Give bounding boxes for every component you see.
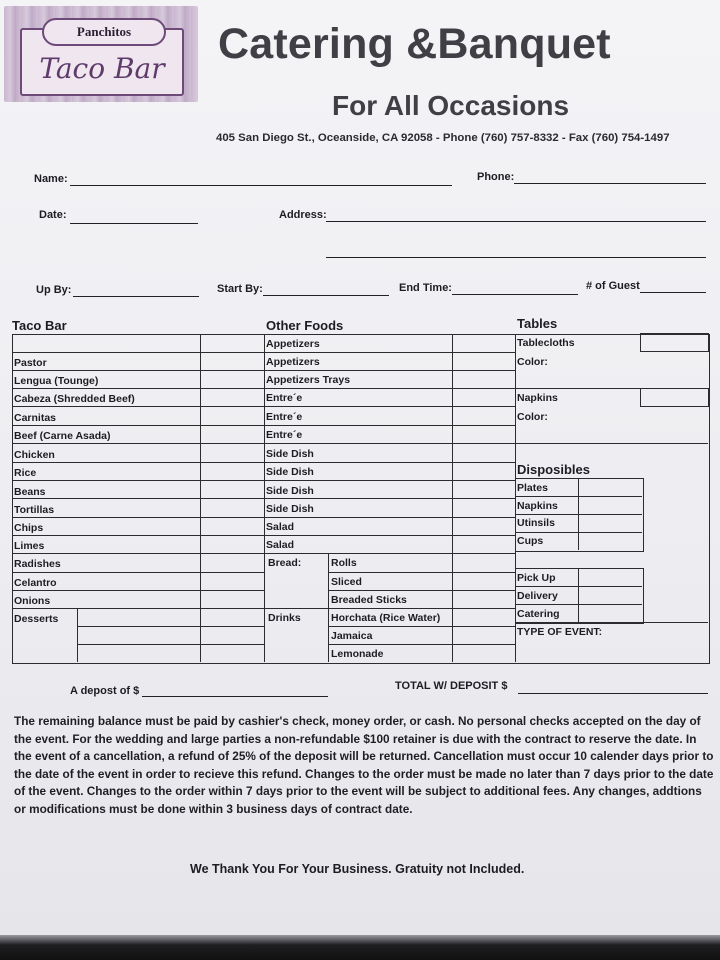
address-field-line2[interactable] [326,257,706,258]
food-item: Side Dish [266,448,314,460]
grid-line [264,388,515,389]
disposible-item: Cups [517,535,544,547]
start-by-field[interactable] [263,295,389,296]
grid-line [515,496,642,497]
phone-field[interactable] [514,183,706,184]
type-of-event-label: TYPE OF EVENT: [517,626,603,638]
grid-line [264,608,515,609]
taco-item: Celantro [14,577,57,589]
start-by-label: Start By: [217,283,263,295]
page-title: Catering &Banquet [218,20,611,68]
grid-line [12,370,264,371]
grid-line [328,644,515,645]
grid-line [12,498,264,499]
grid-line [12,572,264,573]
food-item: Entre´e [266,411,303,423]
napkins-label: Napkins [517,392,558,404]
food-item: Appetizers [266,338,320,350]
grid-line [328,626,515,627]
bread-label: Bread: [268,557,302,569]
taco-item: Pastor [14,357,47,369]
date-field[interactable] [70,223,198,224]
address-field[interactable] [326,221,706,222]
phone-label: Phone: [477,171,515,183]
deposit-field[interactable] [142,696,328,697]
total-field[interactable] [518,693,708,694]
disposibles-heading: Disposibles [517,462,590,477]
payment-policy: The remaining balance must be paid by cashier's check, money order, or cash. No personal checks accepted on the day of the event. For the wedding and large parties a non-refundable $100 retainer is due with the contract to reserve the date. In the event of a cancellation, a refund of 25% of the deposit will be returned. Cancellation must occur 10 calender days prior to the date of the event in order to recieve this refund. Changes to the order must be made no later than 7 days prior to the date of the event. Changes to the order within 7 days prior to the event will be subject to additional fees. Any changes, addtions or modifications must be done within 3 business days of contract date. [14,714,714,816]
delivery-option: Delivery [517,590,558,602]
grid-line [12,480,264,481]
tablecloths-label: Tablecloths [517,337,575,349]
taco-item: Radishes [14,558,61,570]
bread-item: Rolls [331,557,357,569]
grid-line [12,406,264,407]
food-item: Appetizers Trays [266,374,351,386]
logo-top-text: Panchitos [42,18,166,46]
taco-item: Limes [14,540,45,552]
food-item: Side Dish [266,503,314,515]
taco-item: Chips [14,522,44,534]
taco-item: Onions [14,595,51,607]
color-label-2: Color: [517,411,548,423]
napkins-box[interactable] [640,388,709,407]
food-item: Side Dish [266,466,314,478]
food-item: Entre´e [266,429,303,441]
drink-item: Horchata (Rice Water) [331,612,441,624]
grid-line [328,553,329,662]
total-label: TOTAL W/ DEPOSIT $ [395,680,508,692]
food-item: Appetizers [266,356,320,368]
up-by-label: Up By: [36,284,72,296]
page-bottom-edge [0,935,720,960]
disposible-item: Napkins [517,500,558,512]
food-item: Salad [266,539,295,551]
grid-line [12,517,264,518]
grid-line [328,590,515,591]
grid-line [12,443,264,444]
grid-line [264,425,515,426]
grid-line [515,532,642,533]
grid-line [264,480,515,481]
grid-line [264,535,515,536]
grid-line [12,535,264,536]
guests-label: # of Guest [586,280,640,292]
logo-script-text: Taco Bar [39,52,165,85]
food-item: Entre´e [266,392,303,404]
taco-item: Lengua (Tounge) [14,375,99,387]
grid-line [515,604,642,605]
grid-line [515,514,642,515]
date-label: Date: [39,209,67,221]
grid-line [12,608,264,609]
grid-line [328,572,515,573]
grid-line [515,443,708,444]
bread-item: Breaded Sticks [331,594,407,606]
grid-line [77,626,264,627]
grid-line [578,568,579,622]
tables-heading: Tables [517,316,558,331]
taco-item: Tortillas [14,504,55,516]
taco-item: Carnitas [14,412,57,424]
business-address: 405 San Diego St., Oceanside, CA 92058 - Phone (760) 757-8332 - Fax (760) 754-1497 [216,132,670,144]
drink-item: Lemonade [331,648,384,660]
grid-line [515,586,642,587]
pickup-option: Pick Up [517,572,556,584]
end-time-label: End Time: [399,282,452,294]
disposible-item: Utinsils [517,517,555,529]
bread-item: Sliced [331,576,362,588]
grid-line [264,443,515,444]
grid-line [12,590,264,591]
tablecloths-box[interactable] [640,333,709,352]
grid-line [264,498,515,499]
taco-item: Beef (Carne Asada) [14,430,111,442]
thank-you-note: We Thank You For Your Business. Gratuity not Included. [190,862,525,876]
taco-bar-heading: Taco Bar [12,318,67,333]
panchitos-logo [4,6,198,102]
grid-line [264,406,515,407]
grid-line [77,644,264,645]
logo-sign [20,24,184,96]
taco-item: Cabeza (Shredded Beef) [14,393,135,405]
taco-item: Chicken [14,449,55,461]
catering-option: Catering [517,608,560,620]
grid-line [12,462,264,463]
taco-item: Rice [14,467,37,479]
grid-line [264,553,515,554]
deposit-label: A depost of $ [70,685,140,697]
food-item: Side Dish [266,485,314,497]
grid-line [264,462,515,463]
taco-item: Beans [14,486,46,498]
grid-line [515,622,708,623]
address-label: Address: [279,209,327,221]
grid-line [12,553,264,554]
up-by-field[interactable] [73,296,199,297]
grid-line [77,608,78,662]
grid-line [12,425,264,426]
guests-field[interactable] [640,292,706,293]
other-foods-heading: Other Foods [266,318,344,333]
page-subtitle: For All Occasions [332,90,570,121]
drinks-label: Drinks [268,612,301,624]
name-field[interactable] [70,185,452,186]
color-label-1: Color: [517,356,548,368]
drink-item: Jamaica [331,630,373,642]
disposible-item: Plates [517,482,548,494]
name-label: Name: [34,173,68,185]
grid-line [264,517,515,518]
grid-line [264,370,515,371]
end-time-field[interactable] [452,294,578,295]
grid-line [264,352,515,353]
grid-line [12,388,264,389]
taco-item: Desserts [14,613,59,625]
food-item: Salad [266,521,295,533]
grid-line [12,352,264,353]
